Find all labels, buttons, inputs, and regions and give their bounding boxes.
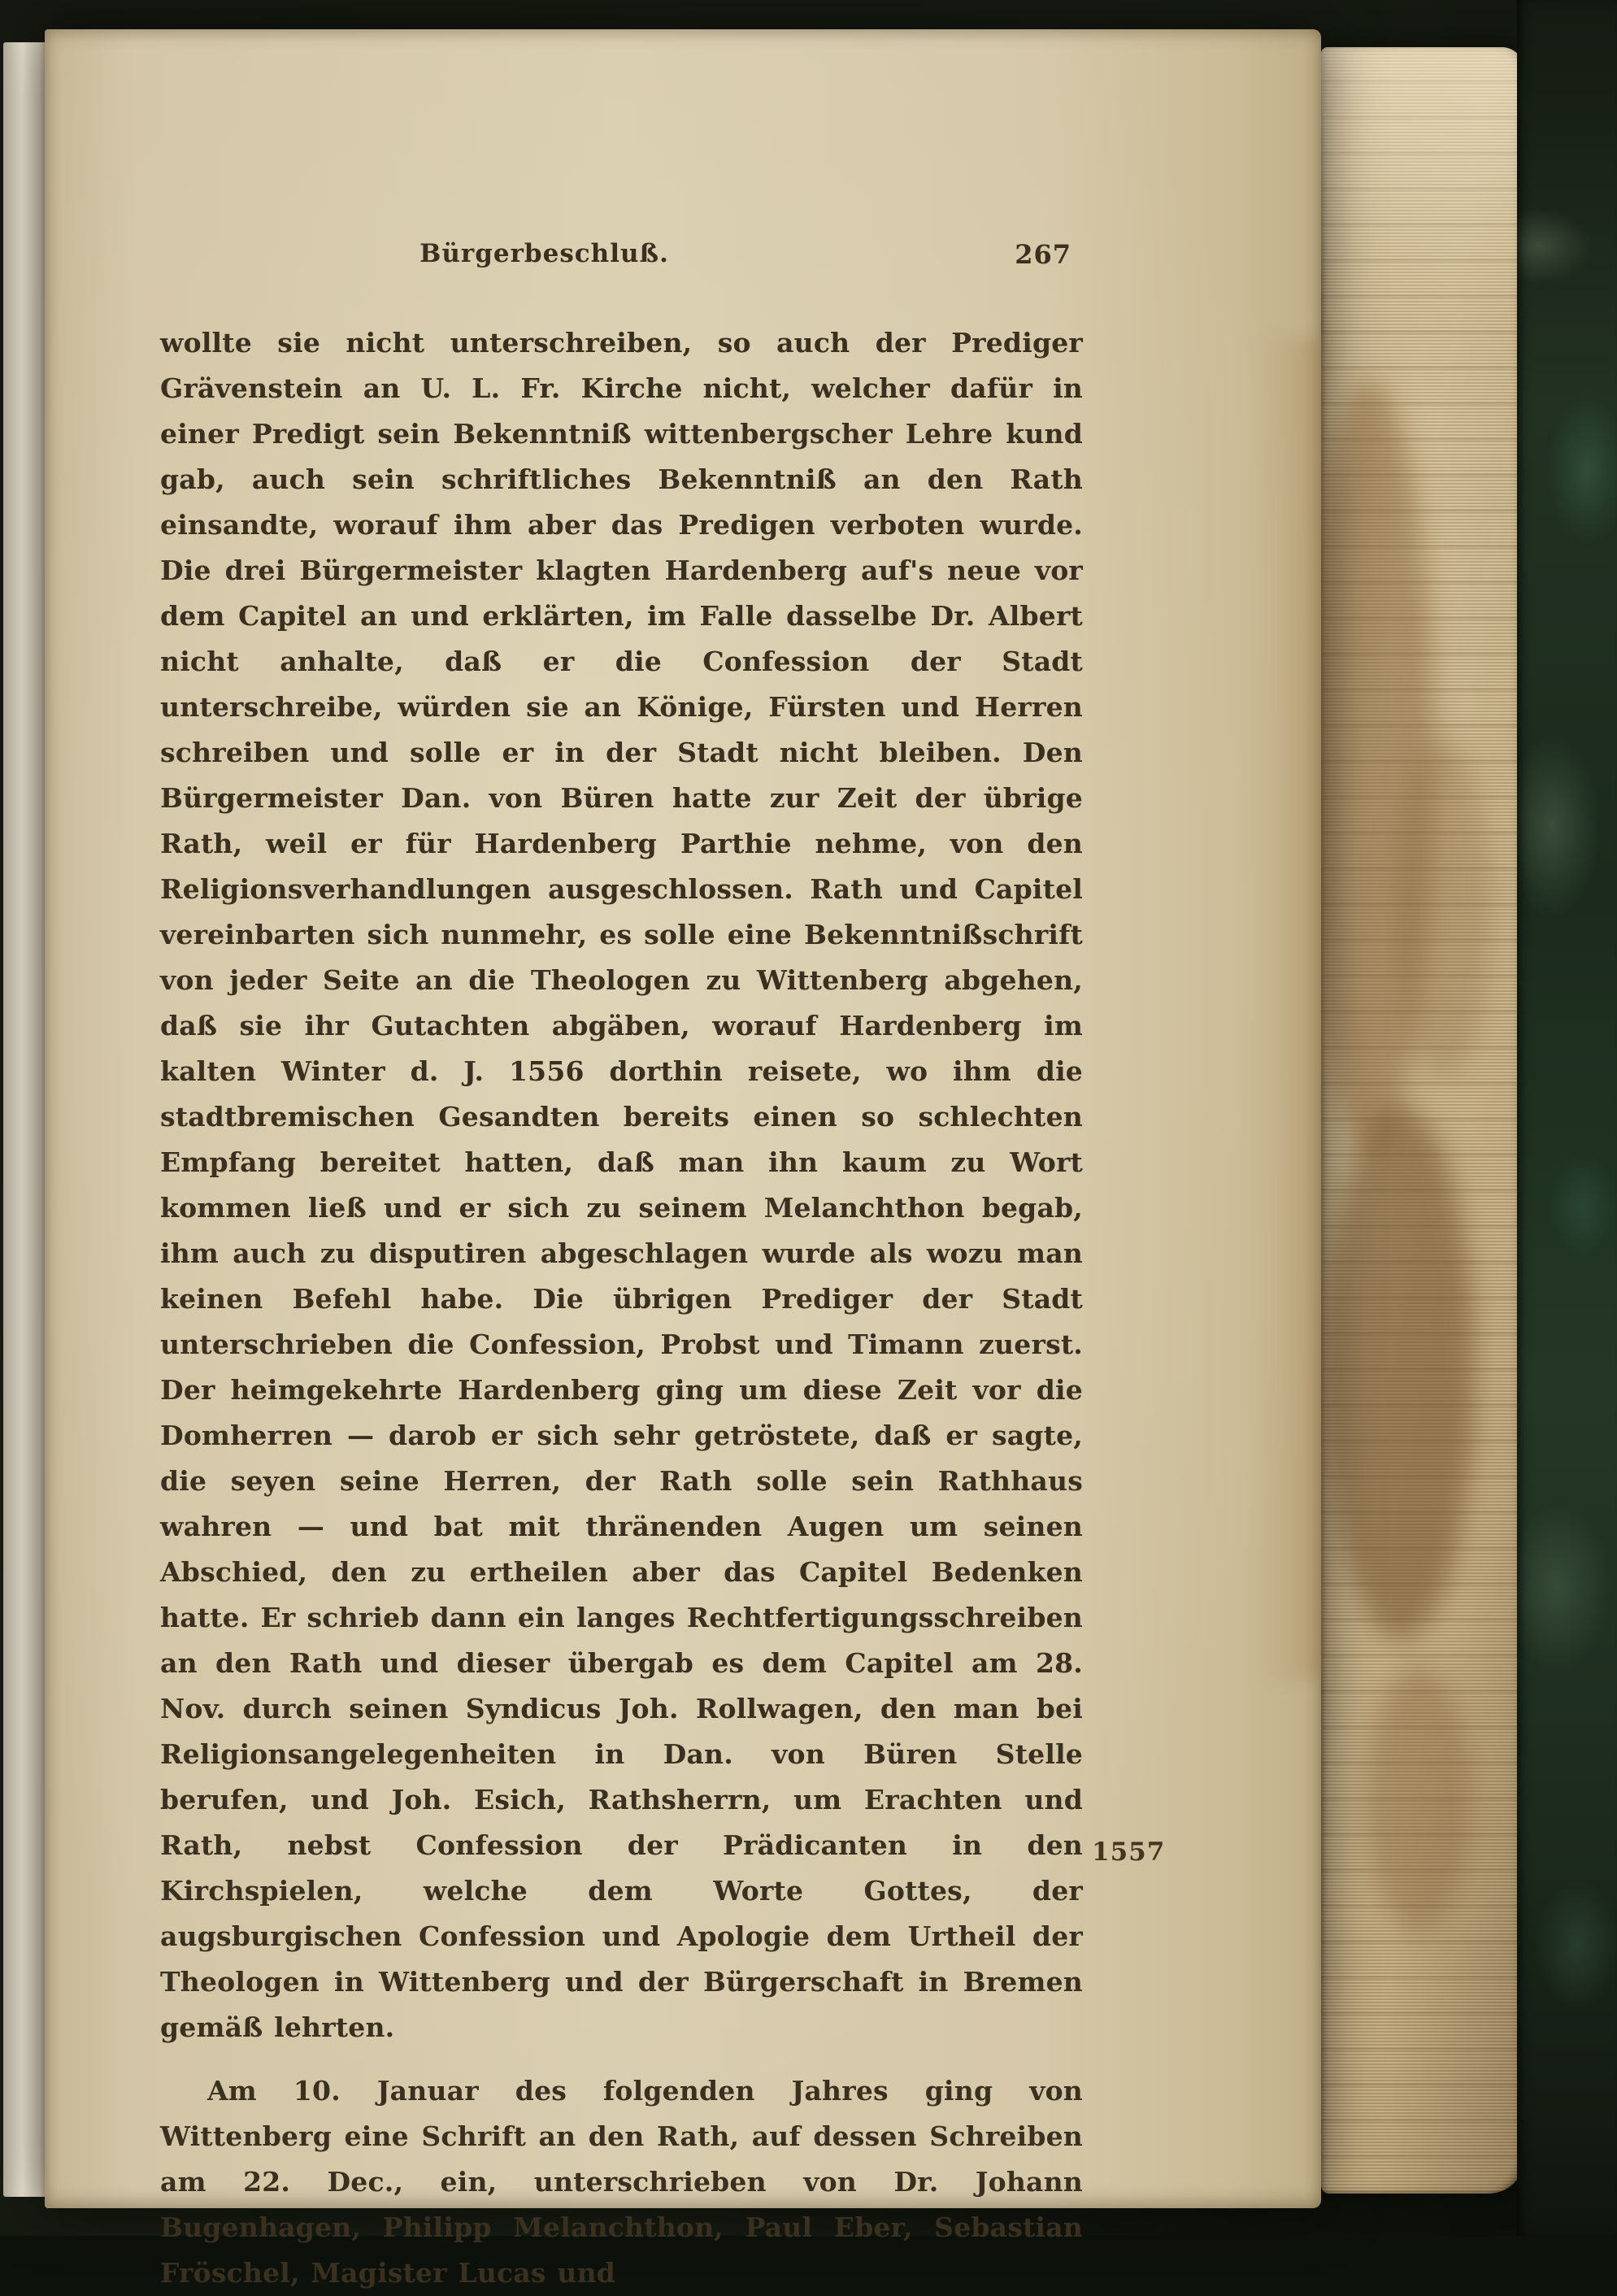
marbled-cover-board [1517, 0, 1617, 2236]
fore-edge-stain [1366, 1665, 1471, 1933]
book-page [45, 29, 1321, 2289]
paragraph: wollte sie nicht unterschreiben, so auch der Prediger Grävenstein an U. L. Fr. Kirche nicht, welcher dafür in einer Predigt sein Bekenntniß wittenbergscher Lehre kund gab, auch sein schriftliches Bekenntniß an den Rath einsandte, worauf ihm aber das Predigen verboten wurde. Die drei Bürgermeister klagten Hardenberg auf's neue vor dem Capitel an und erklärten, im Falle dasselbe Dr. Albert nicht anhalte, daß er die Confession der Stadt unterschreibe, würden sie an Könige, Fürsten und Herren schreiben und solle er in der Stadt nicht bleiben. Den Bürgermeister Dan. von Büren hatte zur Zeit der übrige Rath, weil er für Hardenberg Parthie nehme, von den Religionsverhandlungen ausgeschlossen. Rath und Capitel vereinbarten sich nunmehr, es solle eine Bekenntnißschrift von jeder Seite an die Theologen zu Wittenberg abgehen, daß sie ihr Gutachten abgäben, worauf Hardenberg im kalten Winter d. J. 1556 dorthin reisete, wo ihm die stadtbremischen Gesandten bereits einen so schlechten Empfang bereitet hatten, daß man ihn kaum zu Wort kommen ließ und er sich zu seinem Melanchthon begab, ihm auch zu disputiren abgeschlagen wurde als wozu man keinen Befehl habe. Die übrigen Prediger der Stadt unterschrieben die Confession, Probst und Timann zuerst. Der heimgekehrte Hardenberg ging um diese Zeit vor die Domherren — darob er sich sehr getröstete, daß er sagte, die seyen seine Herren, der Rath solle sein Rathhaus wahren — und bat mit thränenden Augen um seinen Abschied, den zu ertheilen aber das Capitel Bedenken hatte. Er schrieb dann ein langes Rechtfertigungsschreiben an den Rath und dieser übergab es dem Capitel am 28. Nov. durch seinen Syndicus Joh. Rollwagen, den man bei Religionsangelegenheiten in Dan. von Büren Stelle berufen, und Joh. Esich, Rathsherrn, um Erachten und Rath, nebst Confession der Prädicanten in den Kirchspielen, welche dem Worte Gottes, der augsburgischen Confession und Apologie dem Urtheil der Theologen in Wittenberg und der Bürgerschaft in Bremen gemäß lehrten. [160, 327, 1083, 2043]
fore-edge-stain [1394, 738, 1492, 1080]
page-aging-tint [1257, 338, 1326, 1680]
fore-edge-stain [1325, 1104, 1476, 1641]
body-text [160, 320, 1083, 2296]
paragraph: Am 10. Januar des folgenden Jahres ging von Wittenberg eine Schrift an den Rath, auf dessen Schreiben am 22. Dec., ein, unterschrieben von Dr. Johann Bugenhagen, Philipp Melanchthon, Paul Eber, Sebastian Fröschel, Magister Lucas und [160, 2075, 1083, 2289]
page-header [160, 239, 1083, 275]
page-number: 267 [1015, 239, 1071, 270]
book-fore-edge [1321, 47, 1524, 2194]
page-text-area [160, 239, 1083, 2296]
previous-page-edge [3, 42, 46, 2197]
fore-edge-highlight [1321, 47, 1524, 315]
running-title: Bürgerbeschluß. [419, 239, 669, 268]
margin-note-year: 1557 [1092, 1837, 1166, 1867]
